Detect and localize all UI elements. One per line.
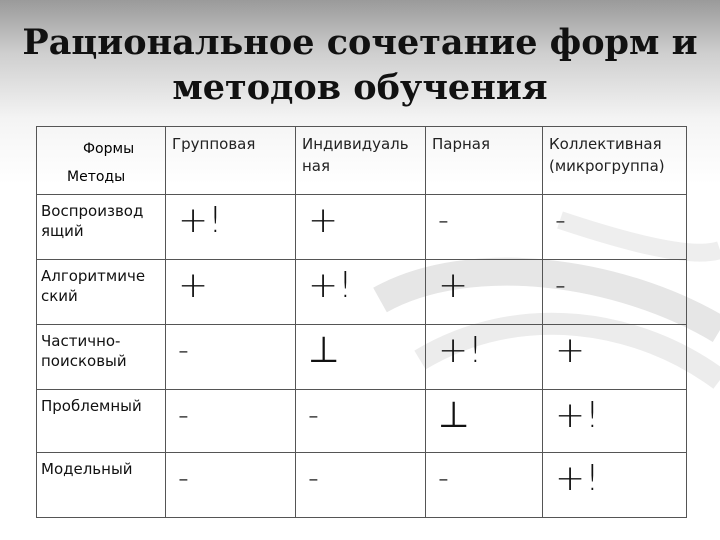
- table-cell: -: [543, 260, 687, 325]
- forms-label: Формы: [83, 141, 135, 157]
- method-label: Модельный: [37, 453, 166, 518]
- table-cell: +!: [543, 390, 687, 453]
- table-cell: +: [426, 260, 543, 325]
- table-cell: -: [166, 453, 296, 518]
- corner-cell: [37, 127, 166, 195]
- slide-title: [20, 20, 700, 110]
- table-cell: +: [543, 325, 687, 390]
- table-cell: -: [166, 390, 296, 453]
- method-label: Проблемный: [37, 390, 166, 453]
- forms-methods-table: [36, 126, 687, 518]
- column-header: Индивидуаль ная: [296, 127, 426, 195]
- table-cell: -: [426, 453, 543, 518]
- column-header: Коллективная (микрогруппа): [543, 127, 687, 195]
- table-cell: -: [543, 195, 687, 260]
- title-line-2: методов обучения: [172, 67, 548, 108]
- table-row: [37, 453, 687, 518]
- table-cell: ⊥: [426, 390, 543, 453]
- table-cell: -: [426, 195, 543, 260]
- table-cell: +: [296, 195, 426, 260]
- table-cell: +!: [426, 325, 543, 390]
- column-header: Групповая: [166, 127, 296, 195]
- table-row: [37, 260, 687, 325]
- table-cell: +!: [543, 453, 687, 518]
- table-cell: ⊥: [296, 325, 426, 390]
- table-row: [37, 325, 687, 390]
- table-cell: +!: [166, 195, 296, 260]
- table-row: [37, 390, 687, 453]
- table-cell: -: [166, 325, 296, 390]
- column-header: Парная: [426, 127, 543, 195]
- title-line-1: Рациональное сочетание форм и: [22, 22, 698, 63]
- header-row: [37, 127, 687, 195]
- table-cell: -: [296, 390, 426, 453]
- table-cell: +: [166, 260, 296, 325]
- table-row: [37, 195, 687, 260]
- table-cell: +!: [296, 260, 426, 325]
- method-label: Частично-поисковый: [37, 325, 166, 390]
- method-label: Воспроизвод ящий: [37, 195, 166, 260]
- methods-label: Методы: [67, 169, 126, 185]
- method-label: Алгоритмиче ский: [37, 260, 166, 325]
- table-cell: -: [296, 453, 426, 518]
